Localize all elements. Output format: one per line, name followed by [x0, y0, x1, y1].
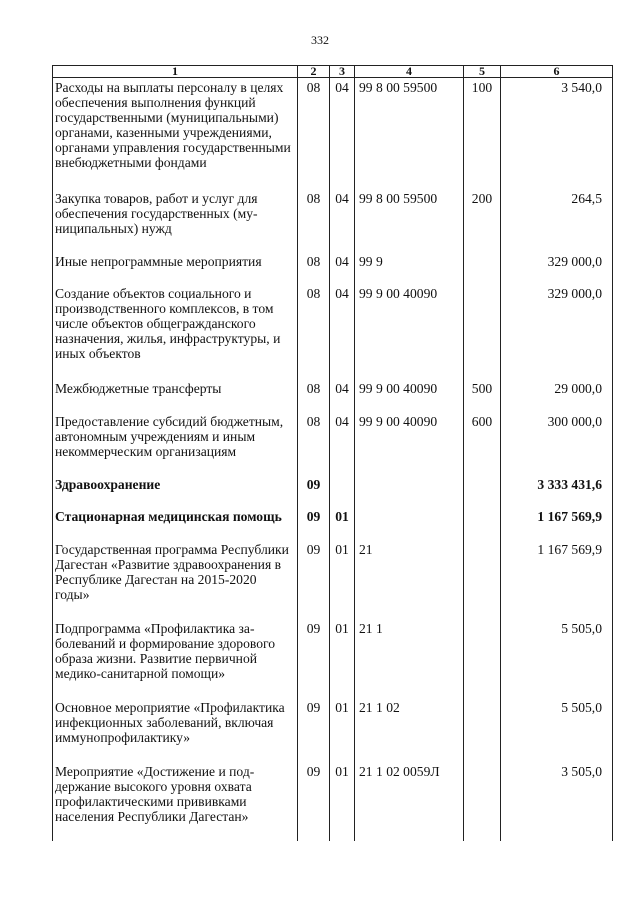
row-name-cell: Иные непрограммные мероприятия	[53, 252, 298, 284]
row-amount-cell: 1 167 569,9	[501, 540, 613, 619]
row-target-article-cell: 99 9 00 40090	[355, 379, 464, 411]
row-amount-cell: 264,5	[501, 189, 613, 253]
row-name-cell: Государственная программа Республики Дагестан «Развитие здравоохранения в Республике Дагестан на 2015-2020 годы»	[53, 540, 298, 619]
row-name-cell: Предоставление субсидий бюджетным, автономным учреждениям и иным некоммерческим организациям	[53, 412, 298, 476]
column-header-3: 3	[330, 66, 355, 78]
table-row	[53, 284, 613, 379]
column-header-4: 4	[355, 66, 464, 78]
row-name-cell: Стационарная медицинская помощь	[53, 507, 298, 539]
row-amount-cell: 5 505,0	[501, 619, 613, 698]
table-row	[53, 540, 613, 619]
row-amount-cell: 5 505,0	[501, 698, 613, 762]
row-section-cell: 08	[298, 78, 330, 189]
row-expense-type-cell: 200	[464, 189, 501, 253]
row-subsection-cell: 01	[330, 507, 355, 539]
row-expense-type-cell: 100	[464, 78, 501, 189]
row-expense-type-cell	[464, 284, 501, 379]
row-expense-type-cell	[464, 540, 501, 619]
row-section-cell: 08	[298, 379, 330, 411]
row-subsection-cell: 04	[330, 379, 355, 411]
table-row	[53, 78, 613, 189]
row-amount-cell: 329 000,0	[501, 284, 613, 379]
row-subsection-cell: 04	[330, 412, 355, 476]
row-section-cell: 09	[298, 762, 330, 841]
row-expense-type-cell: 500	[464, 379, 501, 411]
row-name-cell: Подпрограмма «Профилактика заболеваний и формирование здорового образа жизни. Развитие первичной медико-санитарной помощи»	[53, 619, 298, 698]
row-target-article-cell: 99 9 00 40090	[355, 284, 464, 379]
row-section-cell: 09	[298, 507, 330, 539]
row-amount-cell: 329 000,0	[501, 252, 613, 284]
row-target-article-cell: 21 1 02 0059Л	[355, 762, 464, 841]
row-subsection-cell: 01	[330, 762, 355, 841]
column-header-6: 6	[501, 66, 613, 78]
row-expense-type-cell	[464, 475, 501, 507]
row-expense-type-cell	[464, 507, 501, 539]
row-amount-cell: 300 000,0	[501, 412, 613, 476]
row-amount-cell: 29 000,0	[501, 379, 613, 411]
row-name-cell: Расходы на выплаты персоналу в целях обеспечения выполнения функций государственными (муниципальными) органами, казенными учреждениями, органами управления государственными внебюджетными фондами	[53, 78, 298, 189]
row-subsection-cell: 01	[330, 698, 355, 762]
row-name-cell: Межбюджетные трансферты	[53, 379, 298, 411]
column-header-2: 2	[298, 66, 330, 78]
row-section-cell: 09	[298, 475, 330, 507]
row-target-article-cell	[355, 507, 464, 539]
row-expense-type-cell	[464, 698, 501, 762]
column-header-5: 5	[464, 66, 501, 78]
budget-table	[52, 65, 613, 841]
row-section-cell: 09	[298, 698, 330, 762]
row-expense-type-cell	[464, 762, 501, 841]
row-name-cell: Мероприятие «Достижение и поддержание высокого уровня охвата профилактическими прививками населения Республики Дагестан»	[53, 762, 298, 841]
table-row	[53, 507, 613, 539]
table-row	[53, 762, 613, 841]
row-target-article-cell	[355, 475, 464, 507]
table-row	[53, 698, 613, 762]
row-name-cell: Здравоохранение	[53, 475, 298, 507]
row-target-article-cell: 21 1	[355, 619, 464, 698]
row-amount-cell: 3 333 431,6	[501, 475, 613, 507]
row-target-article-cell: 99 9 00 40090	[355, 412, 464, 476]
row-subsection-cell: 04	[330, 284, 355, 379]
table-row	[53, 252, 613, 284]
row-expense-type-cell	[464, 252, 501, 284]
row-name-cell: Создание объектов социального и производственного комплексов, в том числе объектов общегражданского назначения, жилья, инфраструктуры, и иных объектов	[53, 284, 298, 379]
table-row	[53, 619, 613, 698]
table-row	[53, 475, 613, 507]
row-section-cell: 08	[298, 189, 330, 253]
row-subsection-cell: 01	[330, 619, 355, 698]
row-name-cell: Закупка товаров, работ и услуг для обеспечения государственных (муниципальных) нужд	[53, 189, 298, 253]
row-amount-cell: 3 540,0	[501, 78, 613, 189]
table-body	[53, 78, 613, 842]
row-name-cell: Основное мероприятие «Профилактика инфекционных заболеваний, включая иммунопрофилактику»	[53, 698, 298, 762]
table-row	[53, 379, 613, 411]
column-header-1: 1	[53, 66, 298, 78]
row-subsection-cell: 04	[330, 78, 355, 189]
table-row	[53, 189, 613, 253]
row-target-article-cell: 99 8 00 59500	[355, 78, 464, 189]
table-header-row	[53, 66, 613, 78]
row-subsection-cell: 04	[330, 189, 355, 253]
row-section-cell: 08	[298, 284, 330, 379]
row-target-article-cell: 21	[355, 540, 464, 619]
row-section-cell: 08	[298, 252, 330, 284]
row-section-cell: 08	[298, 412, 330, 476]
row-amount-cell: 1 167 569,9	[501, 507, 613, 539]
row-expense-type-cell: 600	[464, 412, 501, 476]
table-row	[53, 412, 613, 476]
row-target-article-cell: 21 1 02	[355, 698, 464, 762]
row-target-article-cell: 99 8 00 59500	[355, 189, 464, 253]
row-subsection-cell: 01	[330, 540, 355, 619]
row-section-cell: 09	[298, 619, 330, 698]
row-expense-type-cell	[464, 619, 501, 698]
row-subsection-cell	[330, 475, 355, 507]
row-amount-cell: 3 505,0	[501, 762, 613, 841]
row-section-cell: 09	[298, 540, 330, 619]
row-subsection-cell: 04	[330, 252, 355, 284]
row-target-article-cell: 99 9	[355, 252, 464, 284]
page-number: 332	[311, 33, 329, 47]
